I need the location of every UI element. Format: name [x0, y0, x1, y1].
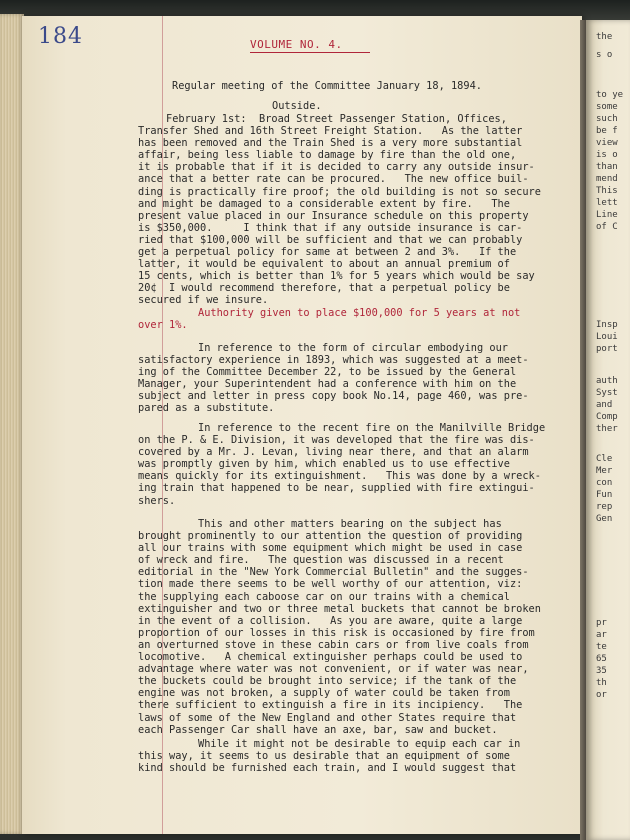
- paragraph-train-equipment: [138, 518, 598, 736]
- authority-line: Authority given to place $100,000 for 5 years at not: [198, 307, 521, 319]
- para1-line: ding is practically fire proof; the old building is not so secure: [138, 185, 541, 198]
- facing-page-fragment: Loui: [596, 332, 618, 342]
- facing-page-fragment: port: [596, 344, 618, 354]
- para3-line: means quickly for its extinguishment. This was done by a wreck-: [138, 470, 541, 483]
- para1-line: 20¢ I would recommend therefore, that a perpetual policy be: [138, 282, 510, 295]
- para1-line: ried that $100,000 will be sufficient and that we can probably: [138, 233, 523, 246]
- paragraph-insurance: [138, 113, 598, 307]
- facing-page-fragment: This: [596, 186, 618, 196]
- para2-line: Manager, your Superintendent had a conference with him on the: [138, 378, 517, 391]
- para1-line: is $350,000. I think that if any outside insurance is car-: [138, 221, 523, 234]
- section-subheading: Outside.: [272, 100, 322, 112]
- facing-page-fragment: some: [596, 102, 618, 112]
- paragraph-suggestion: [138, 738, 598, 774]
- para2-line: subject and letter in press copy book No.14, page 460, was pre-: [138, 390, 529, 403]
- facing-page: [586, 20, 630, 840]
- para1-line: Transfer Shed and 16th Street Freight Station. As the latter: [138, 125, 523, 138]
- facing-page-fragment: lett: [596, 198, 618, 208]
- para1-line: latter, it would be equivalent to about an annual premium of: [138, 258, 510, 271]
- para4-line: there sufficient to extinguish a fire in its incipiency. The: [138, 699, 523, 712]
- facing-page-fragment: is o: [596, 150, 618, 160]
- para4-line: in the event of a collision. As you are aware, quite a large: [138, 614, 523, 627]
- para3-line: In reference to the recent fire on the Manilville Bridge: [198, 422, 546, 434]
- authority-note: [138, 307, 598, 331]
- para2-line: ing of the Committee December 22, to be issued by the General: [138, 366, 517, 379]
- facing-page-fragment: Fun: [596, 490, 613, 500]
- para3-line: was promptly given by him, which enabled us to use effective: [138, 458, 510, 471]
- para1-line: get a perpetual policy for same at between 2 and 3%. If the: [138, 246, 517, 259]
- para1-line: ance that a better rate can be procured. The new office buil-: [138, 173, 529, 186]
- facing-page-fragment: to ye: [596, 90, 624, 100]
- para4-line: all our trains with some equipment which might be used in case: [138, 542, 523, 555]
- facing-page-fragment: view: [596, 138, 618, 148]
- facing-page-fragment: Syst: [596, 388, 618, 398]
- facing-page-fragment: Mer: [596, 466, 613, 476]
- facing-page-fragment: auth: [596, 376, 618, 386]
- facing-page-fragment: ther: [596, 424, 618, 434]
- para4-line: advantage where water was not convenient, or if water was near,: [138, 663, 529, 676]
- facing-page-fragment: th: [596, 678, 607, 688]
- para1-line: and might be damaged to a considerable extent by fire. The: [138, 197, 510, 210]
- facing-page-fragment: 35: [596, 666, 607, 676]
- para3-line: on the P. & E. Division, it was developed that the fire was dis-: [138, 434, 535, 447]
- facing-page-fragment: ar: [596, 630, 607, 640]
- paragraph-bridge-fire: [138, 422, 598, 507]
- authority-line: over 1%.: [138, 319, 188, 332]
- paragraph-circular: [138, 342, 598, 415]
- facing-page-fragment: rep: [596, 502, 613, 512]
- facing-page-fragment: pr: [596, 618, 607, 628]
- facing-page-fragment: te: [596, 642, 607, 652]
- para1-line: affair, being less liable to damage by fire than the old one,: [138, 149, 517, 162]
- para4-line: each Passenger Car shall have an axe, bar, saw and bucket.: [138, 723, 498, 736]
- facing-page-fragment: mend: [596, 174, 618, 184]
- page-edges: [0, 14, 24, 834]
- para4-line: laws of some of the New England and other States require that: [138, 711, 517, 724]
- facing-page-fragment: Comp: [596, 412, 618, 422]
- para4-line: the buckets could be brought into service; if the tank of the: [138, 675, 517, 688]
- para4-line: tion made there seems to be well worthy of our attention, viz:: [138, 578, 523, 591]
- para1-line: present value placed in our Insurance schedule on this property: [138, 209, 529, 222]
- facing-page-fragment: and: [596, 400, 613, 410]
- para4-line: brought prominently to our attention the question of providing: [138, 530, 523, 543]
- volume-header: VOLUME NO. 4.: [250, 38, 343, 51]
- volume-underline: [250, 52, 370, 53]
- facing-page-fragment: such: [596, 114, 618, 124]
- para2-line: In reference to the form of circular embodying our: [198, 342, 508, 354]
- para4-line: extinguisher and two or three metal buckets that cannot be broken: [138, 602, 541, 615]
- para4-line: the supplying each caboose car on our trains with a chemical: [138, 590, 510, 603]
- facing-page-fragment: or: [596, 690, 607, 700]
- meeting-heading: Regular meeting of the Committee January 18, 1894.: [172, 80, 482, 92]
- para4-line: This and other matters bearing on the subject has: [198, 518, 502, 530]
- para4-line: proportion of our losses in this risk is occasioned by fire from: [138, 626, 535, 639]
- para4-line: locomotive. A chemical extinguisher perhaps could be used to: [138, 651, 523, 664]
- para1-line: secured if we insure.: [138, 294, 269, 307]
- para3-line: shers.: [138, 494, 176, 507]
- para1-line: 15 cents, which is better than 1% for 5 years which would be say: [138, 270, 535, 283]
- facing-page-fragment: Line: [596, 210, 618, 220]
- page-number: 184: [38, 24, 83, 49]
- facing-page-fragment: Gen: [596, 514, 613, 524]
- para4-line: an overturned stove in these cabin cars or from live coals from: [138, 638, 529, 651]
- facing-page-fragment: con: [596, 478, 613, 488]
- para5-line: this way, it seems to us desirable that an equipment of some: [138, 750, 510, 763]
- facing-page-fragment: Cle: [596, 454, 613, 464]
- facing-page-fragment: than: [596, 162, 618, 172]
- para3-line: ing train that happened to be near, supplied with fire extingui-: [138, 482, 535, 495]
- para5-line: kind should be furnished each train, and I would suggest that: [138, 762, 517, 775]
- para1-line: February 1st: Broad Street Passenger Station, Offices,: [166, 113, 507, 125]
- para2-line: pared as a substitute.: [138, 402, 275, 415]
- para1-line: has been removed and the Train Shed is a very more substantial: [138, 137, 523, 150]
- para3-line: covered by a Mr. J. Levan, living near there, and that an alarm: [138, 446, 529, 459]
- para4-line: editorial in the "New York Commercial Bulletin" and the sugges-: [138, 566, 529, 579]
- facing-page-fragment: s o: [596, 50, 613, 60]
- facing-page-fragment: Insp: [596, 320, 618, 330]
- para5-line: While it might not be desirable to equip each car in: [198, 738, 521, 750]
- para1-line: it is probable that if it is decided to carry any outside insur-: [138, 161, 535, 174]
- para4-line: engine was not broken, a supply of water could be taken from: [138, 687, 510, 700]
- facing-page-fragment: of C: [596, 222, 618, 232]
- facing-page-fragment: the: [596, 32, 613, 42]
- facing-page-fragment: be f: [596, 126, 618, 136]
- ledger-page: [22, 16, 582, 834]
- para2-line: satisfactory experience in 1893, which was suggested at a meet-: [138, 354, 529, 367]
- para4-line: of wreck and fire. The question was discussed in a recent: [138, 554, 504, 567]
- facing-page-fragment: 65: [596, 654, 607, 664]
